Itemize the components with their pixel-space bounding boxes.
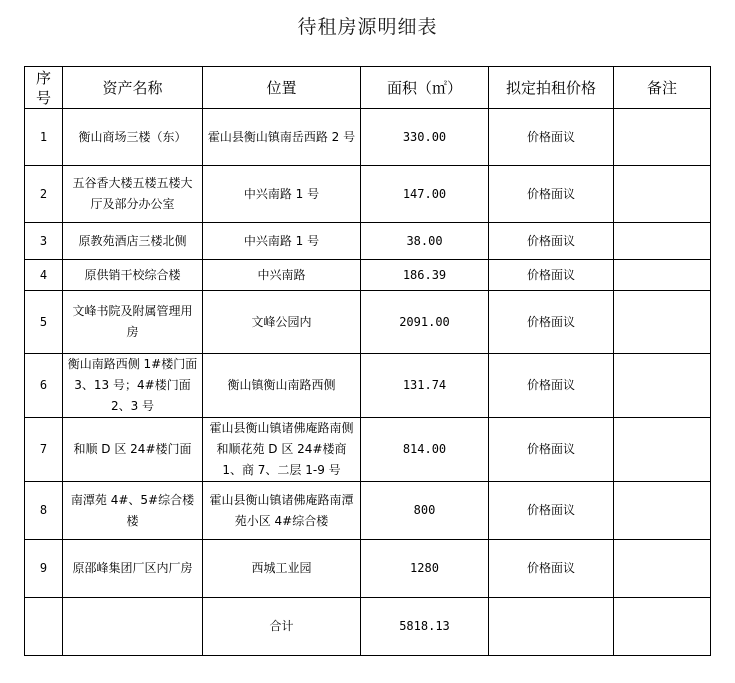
- cell-name: 衡山商场三楼（东）: [63, 109, 203, 166]
- cell-name: 衡山南路西侧 1#楼门面 3、13 号；4#楼门面 2、3 号: [63, 354, 203, 418]
- cell-remark: [614, 291, 711, 354]
- cell-remark: [614, 109, 711, 166]
- cell-area: 800: [361, 482, 489, 540]
- cell-name: 五谷香大楼五楼五楼大厅及部分办公室: [63, 166, 203, 223]
- cell-remark: [614, 223, 711, 260]
- cell-remark: [614, 354, 711, 418]
- header-location: 位置: [203, 67, 361, 109]
- cell-price: 价格面议: [489, 418, 614, 482]
- cell-name: 文峰书院及附属管理用房: [63, 291, 203, 354]
- cell-seq: 5: [25, 291, 63, 354]
- cell-name: 南潭苑 4#、5#综合楼楼: [63, 482, 203, 540]
- cell-seq: 7: [25, 418, 63, 482]
- document-title: 待租房源明细表: [297, 16, 438, 38]
- cell-seq: 3: [25, 223, 63, 260]
- cell-seq: 6: [25, 354, 63, 418]
- header-row: [25, 67, 711, 109]
- table-row: [25, 354, 711, 418]
- table-row: [25, 223, 711, 260]
- total-area: 5818.13: [361, 598, 489, 656]
- cell-location: 中兴南路: [203, 260, 361, 291]
- table-row: [25, 291, 711, 354]
- cell-seq: 8: [25, 482, 63, 540]
- table-row: [25, 260, 711, 291]
- total-label: 合计: [203, 598, 361, 656]
- table-row: [25, 109, 711, 166]
- cell-location: 中兴南路 1 号: [203, 223, 361, 260]
- cell-remark: [614, 540, 711, 598]
- total-row: [25, 598, 711, 656]
- cell-price: 价格面议: [489, 540, 614, 598]
- cell-area: 147.00: [361, 166, 489, 223]
- cell-price: 价格面议: [489, 260, 614, 291]
- header-seq: 序号: [25, 67, 63, 109]
- table-row: [25, 166, 711, 223]
- cell-seq: 1: [25, 109, 63, 166]
- cell-area: 38.00: [361, 223, 489, 260]
- cell-area: 186.39: [361, 260, 489, 291]
- cell-seq: 2: [25, 166, 63, 223]
- cell-remark: [614, 166, 711, 223]
- cell-price: 价格面议: [489, 166, 614, 223]
- cell-price: 价格面议: [489, 109, 614, 166]
- cell-location: 霍山县衡山镇诸佛庵路南侧和顺花苑 D 区 24#楼商 1、商 7、二层 1-9 号: [203, 418, 361, 482]
- header-name: 资产名称: [63, 67, 203, 109]
- cell-location: 西城工业园: [203, 540, 361, 598]
- cell-name: 原供销干校综合楼: [63, 260, 203, 291]
- cell-location: 霍山县衡山镇南岳西路 2 号: [203, 109, 361, 166]
- cell-location: 中兴南路 1 号: [203, 166, 361, 223]
- cell-seq: 9: [25, 540, 63, 598]
- cell-price-empty: [489, 598, 614, 656]
- cell-name-empty: [63, 598, 203, 656]
- table-row: [25, 540, 711, 598]
- cell-area: 1280: [361, 540, 489, 598]
- cell-remark: [614, 482, 711, 540]
- cell-name: 和顺 D 区 24#楼门面: [63, 418, 203, 482]
- cell-price: 价格面议: [489, 223, 614, 260]
- cell-area: 330.00: [361, 109, 489, 166]
- table-row: [25, 418, 711, 482]
- table-row: [25, 482, 711, 540]
- header-area: 面积（㎡）: [361, 67, 489, 109]
- cell-location: 霍山县衡山镇诸佛庵路南潭苑小区 4#综合楼: [203, 482, 361, 540]
- cell-seq-empty: [25, 598, 63, 656]
- cell-area: 814.00: [361, 418, 489, 482]
- cell-name: 原邵峰集团厂区内厂房: [63, 540, 203, 598]
- header-remark: 备注: [614, 67, 711, 109]
- cell-price: 价格面议: [489, 354, 614, 418]
- cell-price: 价格面议: [489, 291, 614, 354]
- cell-remark: [614, 260, 711, 291]
- rental-listing-table: [24, 66, 711, 656]
- cell-location: 衡山镇衡山南路西侧: [203, 354, 361, 418]
- cell-seq: 4: [25, 260, 63, 291]
- header-price: 拟定拍租价格: [489, 67, 614, 109]
- cell-location: 文峰公园内: [203, 291, 361, 354]
- cell-area: 131.74: [361, 354, 489, 418]
- cell-remark: [614, 418, 711, 482]
- cell-remark-empty: [614, 598, 711, 656]
- cell-price: 价格面议: [489, 482, 614, 540]
- cell-name: 原教苑酒店三楼北侧: [63, 223, 203, 260]
- cell-area: 2091.00: [361, 291, 489, 354]
